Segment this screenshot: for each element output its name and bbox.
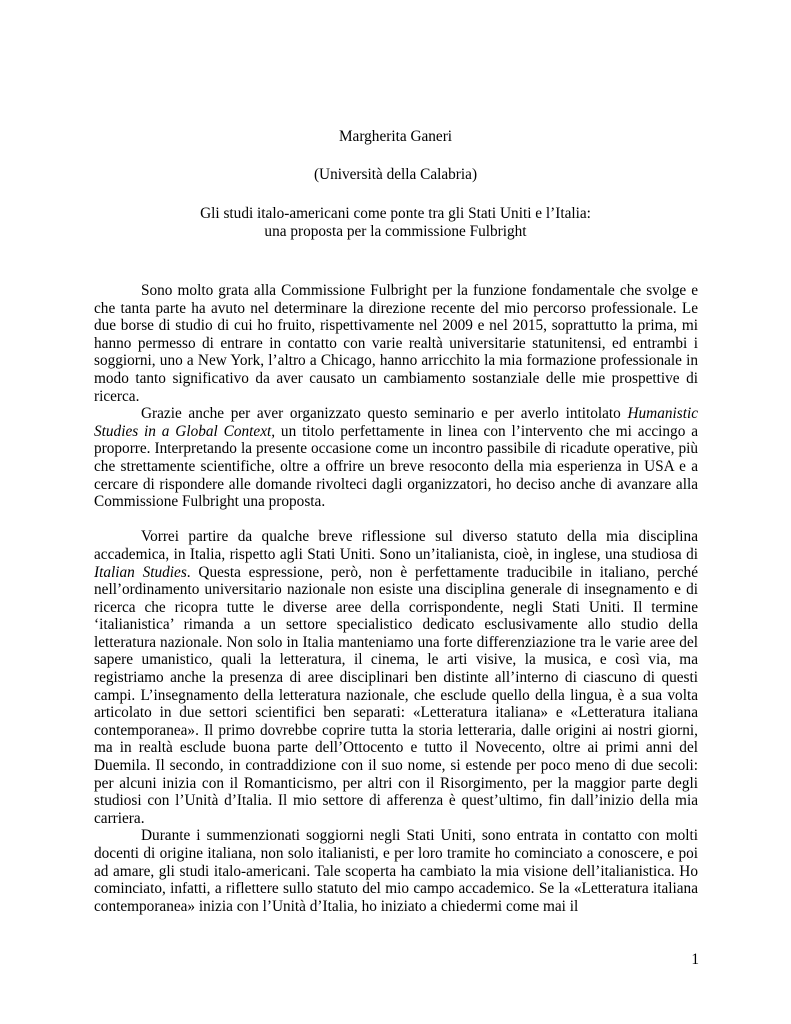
paragraph-3-text-a: Vorrei partire da qualche breve riflessione sul diverso statuto della mia disciplina accademica, in Italia, rispetto agli Stati Uniti. Sono un’italianista, cioè, in inglese, una studiosa di bbox=[94, 528, 698, 563]
paragraph-2-text-a: Grazie anche per aver organizzato questo seminario e per averlo intitolato bbox=[141, 405, 628, 423]
author-name: Margherita Ganeri bbox=[338, 128, 453, 145]
paragraph-2-italic: Humanistic Studies in a Global Context, bbox=[94, 405, 698, 440]
paragraph-3 bbox=[94, 528, 698, 827]
paper-title bbox=[0, 205, 791, 241]
title-line-1: Gli studi italo-americani come ponte tra gli Stati Uniti e l’Italia: bbox=[200, 205, 591, 222]
paragraph-3-italic: Italian Studies bbox=[94, 563, 187, 581]
paragraph-1: Sono molto grata alla Commissione Fulbright per la funzione fondamentale che svolge e che tanta parte ha avuto nel determinare la direzione recente del mio percorso professionale. Le due borse di studio di cui ho fruito, rispettivamente nel 2009 e nel 2015, soprattutto la prima, mi hanno permesso di entrare in contatto con varie realtà universitarie statunitensi, ed entrambi i soggiorni, uno a New York, l’altro a Chicago, hanno arricchito la mia formazione professionale in modo tanto significativo da aver causato un cambiamento sostanziale delle mie prospettive di ricerca. bbox=[94, 282, 698, 405]
title-line-2: una proposta per la commissione Fulbright bbox=[264, 223, 527, 240]
paragraph-2-text-b: un titolo perfettamente in linea con l’intervento che mi accingo a proporre. Interpretando la presente occasione come un incontro passibile di ricadute operative, più che strettamente scientifiche, oltre a offrire un breve resoconto della mia esperienza in USA e a cercare di rispondere alle domande rivolteci dagli organizzatori, ho deciso anche di avanzare alla Commissione Fulbright una proposta. bbox=[94, 422, 698, 511]
paragraph-2 bbox=[94, 405, 698, 511]
author-affiliation: (Università della Calabria) bbox=[313, 166, 478, 183]
page-number: 1 bbox=[691, 951, 699, 968]
body-text bbox=[94, 282, 698, 915]
paragraph-3-text-b: . Questa espressione, però, non è perfettamente traducibile in italiano, perché nell’ordinamento universitario nazionale non esiste una disciplina generale di insegnamento e di ricerca che ricopra tutte le diverse aree della corrispondente, negli Stati Uniti. Il termine ‘italianistica’ rimanda a un settore specialistico dedicato esclusivamente allo studio della letteratura nazionale. Non solo in Italia manteniamo una forte differenziazione tra le varie aree del sapere umanistico, quali la letteratura, il cinema, le arti visive, la musica, e così via, ma registriamo anche la presenza di aree disciplinari ben distinte all’interno di ciascuno di questi campi. L’insegnamento della letteratura nazionale, che esclude quello della lingua, è a sua volta articolato in due settori scientifici ben separati: «Letteratura italiana» e «Letteratura italiana contemporanea». Il primo dovrebbe coprire tutta la storia letteraria, dalle origini ai nostri giorni, ma in realtà esclude buona parte dell’Ottocento e tutto il Novecento, oltre ai primi anni del Duemila. Il secondo, in contraddizione con il suo nome, si estende per poco meno di due secoli: per alcuni inizia con il Romanticismo, per altri con il Risorgimento, per la maggior parte degli studiosi con l’Unità d’Italia. Il mio settore di afferenza è quest’ultimo, fin dall’inizio della mia carriera. bbox=[94, 563, 698, 827]
paragraph-4: Durante i summenzionati soggiorni negli Stati Uniti, sono entrata in contatto con molti docenti di origine italiana, non solo italianisti, e per loro tramite ho cominciato a conoscere, e poi ad amare, gli studi italo-americani. Tale scoperta ha cambiato la mia visione dell’italianistica. Ho cominciato, infatti, a riflettere sullo statuto del mio campo accademico. Se la «Letteratura italiana contemporanea» inizia con l’Unità d’Italia, ho iniziato a chiedermi come mai il bbox=[94, 827, 698, 915]
